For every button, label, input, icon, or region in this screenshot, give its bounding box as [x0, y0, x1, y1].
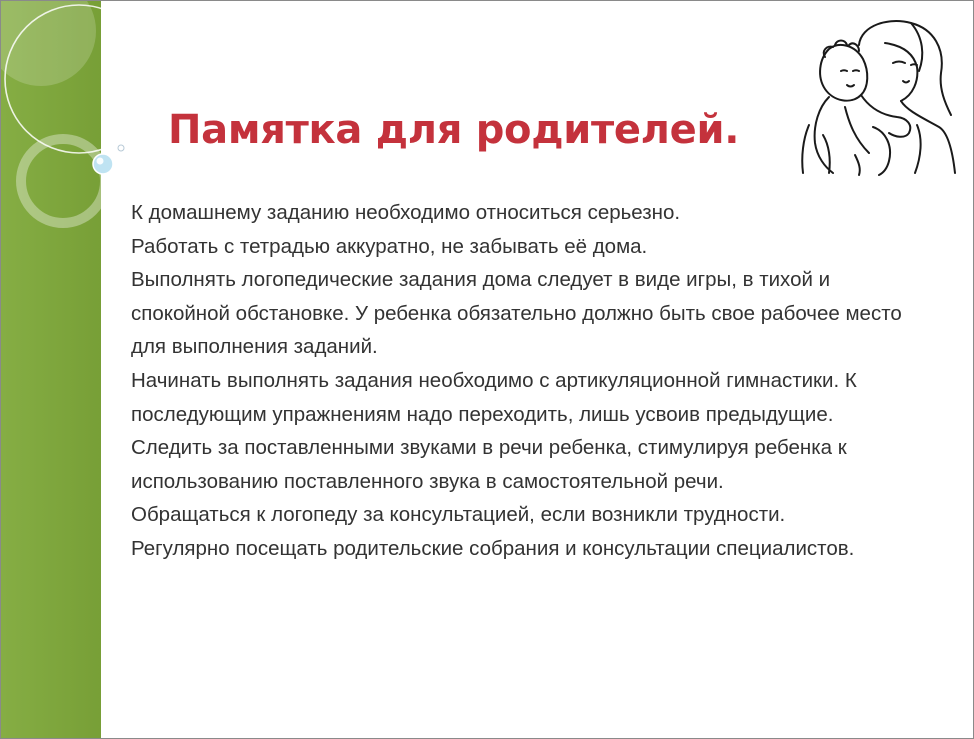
list-item: Следить за поставленными звуками в речи ребенка, стимулируя ребенка к использованию поставленного звука в самостоятельной речи. — [131, 436, 847, 493]
page-title: Памятка для родителей. — [168, 107, 740, 153]
list-item: К домашнему заданию необходимо относиться серьезно. — [131, 201, 681, 224]
mother-and-child-icon — [789, 15, 957, 177]
list-item: Работать с тетрадью аккуратно, не забывать её дома. — [131, 234, 648, 258]
list-item: Начинать выполнять задания необходимо с артикуляционной гимнастики. К последующим упражнениям надо переходить, лишь усвоив предыдущие. — [131, 368, 857, 426]
list-item: Обращаться к логопеду за консультацией, если возникли трудности. — [131, 503, 786, 527]
decorative-circles-icon — [1, 1, 141, 261]
list-item: Выполнять логопедические задания дома следует в виде игры, в тихой и спокойной обстановке. У ребенка обязательно должно быть свое рабочее место для выполнения заданий. — [131, 268, 902, 359]
instructions-list — [131, 196, 921, 566]
list-item: Регулярно посещать родительские собрания и консультации специалистов. — [131, 536, 855, 560]
